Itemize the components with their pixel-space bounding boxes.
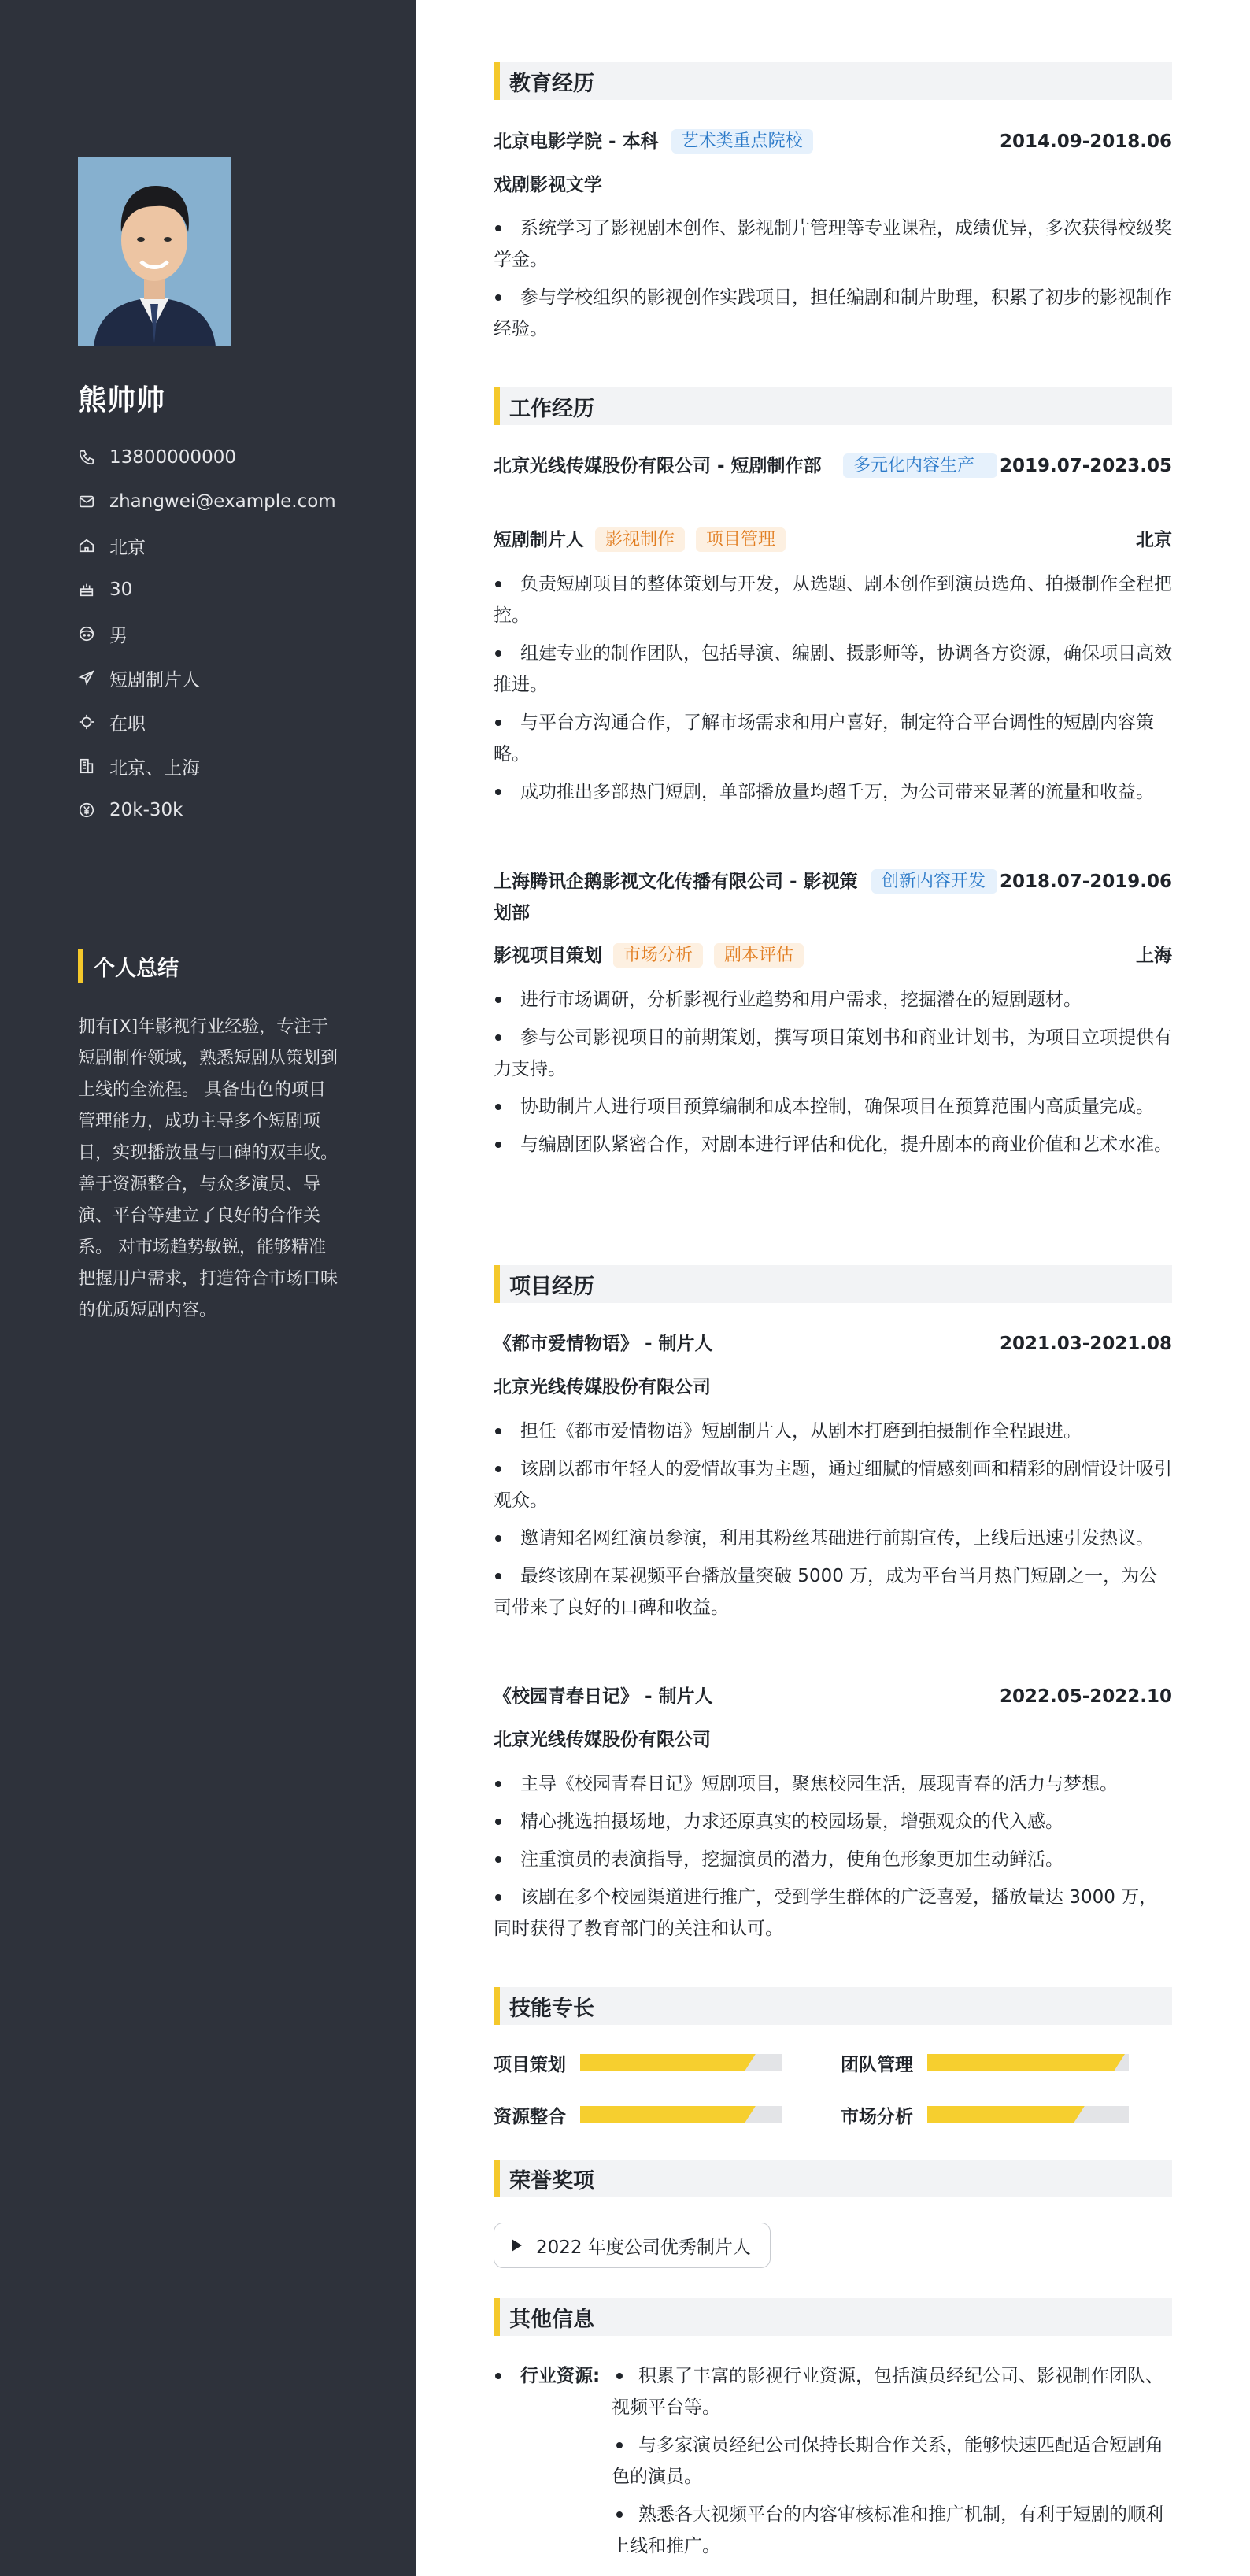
heading-accent-bar [494, 1265, 500, 1303]
skill-name: 团队管理 [841, 2054, 913, 2075]
email-text: zhangwei@example.com [109, 491, 336, 512]
job-2-tag: 创新内容开发 [871, 869, 997, 894]
list-item: 主导《校园青春日记》短剧项目，聚焦校园生活，展现青春的活力与梦想。 [494, 1768, 1172, 1800]
education-major-row [494, 169, 1172, 201]
project-1-name: 《都市爱情物语》 - 制片人 [494, 1334, 713, 1354]
education-header-row [494, 126, 1172, 157]
summary-title: 个人总结 [94, 956, 179, 981]
building-icon [78, 757, 95, 775]
project-2-date: 2022.05-2022.10 [999, 1686, 1172, 1707]
list-item: 参与公司影视项目的前期策划，撰写项目策划书和商业计划书，为项目立项提供有力支持。 [494, 1022, 1172, 1085]
heading-accent-bar [78, 949, 83, 983]
info-age [78, 568, 393, 612]
skill-item [841, 2099, 1129, 2130]
job-1-skill-tag: 项目管理 [696, 527, 786, 552]
person-icon [78, 625, 95, 642]
salary-text: 20k-30k [109, 800, 183, 820]
list-item: 熟悉各大视频平台的内容审核标准和推广机制，有利于短剧的顺利上线和推广。 [612, 2499, 1172, 2562]
age-text: 30 [109, 579, 133, 600]
project-1-date: 2021.03-2021.08 [999, 1334, 1172, 1354]
home-icon [78, 537, 95, 554]
project-2-bullets [494, 1768, 1172, 1951]
heading-accent-bar [494, 62, 500, 100]
play-icon [512, 2239, 522, 2252]
job-1-role-row [494, 524, 1172, 556]
major-name: 戏剧影视文学 [494, 175, 602, 195]
list-item: 邀请知名网红演员参演，利用其粉丝基础进行前期宣传，上线后迅速引发热议。 [494, 1523, 1172, 1554]
other-heading [494, 2298, 1172, 2336]
project-2-company: 北京光线传媒股份有限公司 [494, 1730, 711, 1750]
honors-title: 荣誉奖项 [509, 2168, 594, 2193]
summary-text: 拥有[X]年影视行业经验，专注于短剧制作领域，熟悉短剧从策划到上线的全流程。 具备出色的项目管理能力，成功主导多个短剧项目，实现播放量与口碑的双丰收。 善于资源整合，与众多演员、导演、平台等建立了良好的合作关系。 对市场趋势敏锐，能够精准把握用户需求，打造符合市场口味的优质短剧内容。 [78, 1017, 338, 1320]
heading-accent-bar [494, 2298, 500, 2336]
info-salary [78, 788, 393, 832]
heading-accent-bar [494, 387, 500, 425]
job-2-role-row [494, 940, 1172, 972]
info-position [78, 656, 393, 700]
skill-name: 资源整合 [494, 2106, 566, 2127]
project-2-header-row [494, 1681, 1172, 1712]
info-target-city [78, 744, 393, 788]
skill-name: 项目策划 [494, 2054, 566, 2075]
education-heading [494, 62, 1172, 100]
profile-name: 熊帅帅 [78, 384, 166, 416]
skill-track [580, 2106, 782, 2123]
yen-icon [78, 801, 95, 819]
award-text: 2022 年度公司优秀制片人 [536, 2237, 751, 2258]
other-title: 其他信息 [509, 2307, 594, 2332]
education-date: 2014.09-2018.06 [999, 131, 1172, 152]
work-heading [494, 387, 1172, 425]
job-2-skill-tag: 剧本评估 [714, 943, 804, 968]
info-city [78, 524, 393, 568]
list-item: 该剧以都市年轻人的爱情故事为主题，通过细腻的情感刻画和精彩的剧情设计吸引观众。 [494, 1453, 1172, 1516]
info-gender [78, 612, 393, 656]
sidebar [0, 0, 416, 2576]
heading-accent-bar [494, 1987, 500, 2025]
list-item: 与平台方沟通合作，了解市场需求和用户喜好，制定符合平台调性的短剧内容策略。 [494, 707, 1172, 770]
gender-text: 男 [109, 625, 128, 646]
list-item: 担任《都市爱情物语》短剧制片人，从剧本打磨到拍摄制作全程跟进。 [494, 1416, 1172, 1447]
skill-name: 市场分析 [841, 2106, 913, 2127]
list-item: 协助制片人进行项目预算编制和成本控制，确保项目在预算范围内高质量完成。 [494, 1091, 1172, 1123]
job-2-company: 上海腾讯企鹅影视文化传播有限公司 - 影视策划部 [494, 872, 858, 923]
contact-info-list [78, 435, 393, 832]
target-city-text: 北京、上海 [109, 757, 200, 779]
summary-heading [78, 949, 179, 983]
profile-photo [78, 157, 231, 346]
city-text: 北京 [109, 537, 146, 558]
list-item: 与编剧团队紧密合作，对剧本进行评估和优化，提升剧本的商业价值和艺术水准。 [494, 1129, 1172, 1160]
work-title: 工作经历 [509, 396, 594, 421]
job-1-header-row [494, 450, 1172, 482]
skill-item [494, 2099, 782, 2130]
list-item: 组建专业的制作团队，包括导演、编剧、摄影师等，协调各方资源，确保项目高效推进。 [494, 638, 1172, 701]
list-item: 参与学校组织的影视创作实践项目，担任编剧和制片助理，积累了初步的影视制作经验。 [494, 282, 1172, 345]
phone-text: 13800000000 [109, 447, 236, 468]
project-1-company: 北京光线传媒股份有限公司 [494, 1377, 711, 1397]
list-item: 该剧在多个校园渠道进行推广，受到学生群体的广泛喜爱，播放量达 3000 万，同时获得了教育部门的关注和认可。 [494, 1882, 1172, 1945]
other-label: 行业资源: [520, 2366, 601, 2386]
project-1-header-row [494, 1328, 1172, 1360]
job-2-role: 影视项目策划 [494, 946, 602, 966]
phone-icon [78, 449, 95, 466]
list-item: 积累了丰富的影视行业资源，包括演员经纪公司、影视制作团队、视频平台等。 [612, 2360, 1172, 2423]
avatar-icon [78, 157, 231, 346]
job-2-date: 2018.07-2019.06 [999, 872, 1172, 892]
list-item: 负责短剧项目的整体策划与开发，从选题、剧本创作到演员选角、拍摄制作全程把控。 [494, 568, 1172, 631]
status-icon [78, 713, 95, 731]
heading-accent-bar [494, 2160, 500, 2197]
list-item: 精心挑选拍摄场地，力求还原真实的校园场景，增强观众的代入感。 [494, 1806, 1172, 1838]
skill-item [494, 2047, 782, 2078]
skill-fill [927, 2054, 1125, 2071]
projects-heading [494, 1265, 1172, 1303]
job-2-header-row [494, 866, 1172, 929]
job-1-bullets [494, 568, 1172, 814]
skill-track [580, 2054, 782, 2071]
skill-fill [580, 2054, 756, 2071]
bullet-dot [495, 2373, 501, 2379]
job-2-bullets [494, 984, 1172, 1167]
list-item: 与多家演员经纪公司保持长期合作关系，能够快速匹配适合短剧角色的演员。 [612, 2430, 1172, 2493]
education-bullets [494, 213, 1172, 351]
education-title: 教育经历 [509, 71, 594, 96]
skill-fill [927, 2106, 1085, 2123]
skill-track [927, 2054, 1129, 2071]
job-2-location: 上海 [1136, 946, 1172, 966]
position-text: 短剧制片人 [109, 669, 200, 690]
honors-heading [494, 2160, 1172, 2197]
other-bullets [612, 2360, 1172, 2568]
project-2-company-row [494, 1724, 1172, 1756]
info-status [78, 700, 393, 744]
send-icon [78, 669, 95, 687]
projects-title: 项目经历 [509, 1274, 594, 1299]
project-1-bullets [494, 1416, 1172, 1630]
job-1-tag: 多元化内容生产 [843, 453, 997, 478]
job-1-skill-tag: 影视制作 [595, 527, 685, 552]
project-1-company-row [494, 1371, 1172, 1403]
list-item: 注重演员的表演指导，挖掘演员的潜力，使角色形象更加生动鲜活。 [494, 1844, 1172, 1875]
job-1-location: 北京 [1136, 530, 1172, 550]
school-name: 北京电影学院 - 本科 [494, 131, 659, 152]
job-2-skill-tag: 市场分析 [613, 943, 703, 968]
job-1-date: 2019.07-2023.05 [999, 456, 1172, 476]
skill-track [927, 2106, 1129, 2123]
info-phone [78, 435, 393, 479]
info-email [78, 479, 393, 524]
list-item: 最终该剧在某视频平台播放量突破 5000 万，成为平台当月热门短剧之一，为公司带来了良好的口碑和收益。 [494, 1560, 1172, 1623]
status-text: 在职 [109, 713, 146, 735]
skills-heading [494, 1987, 1172, 2025]
job-1-company: 北京光线传媒股份有限公司 - 短剧制作部 [494, 456, 822, 476]
list-item: 成功推出多部热门短剧，单部播放量均超千万，为公司带来显著的流量和收益。 [494, 776, 1172, 808]
job-1-role: 短剧制片人 [494, 530, 584, 550]
list-item: 进行市场调研，分析影视行业趋势和用户需求，挖掘潜在的短剧题材。 [494, 984, 1172, 1016]
skill-fill [580, 2106, 756, 2123]
cake-icon [78, 581, 95, 598]
list-item: 系统学习了影视剧本创作、影视制片管理等专业课程，成绩优异，多次获得校级奖学金。 [494, 213, 1172, 276]
award-item[interactable] [494, 2223, 771, 2268]
school-tag: 艺术类重点院校 [671, 129, 813, 154]
skill-item [841, 2047, 1129, 2078]
mail-icon [78, 493, 95, 510]
project-2-name: 《校园青春日记》 - 制片人 [494, 1686, 713, 1707]
skills-title: 技能专长 [509, 1996, 594, 2021]
